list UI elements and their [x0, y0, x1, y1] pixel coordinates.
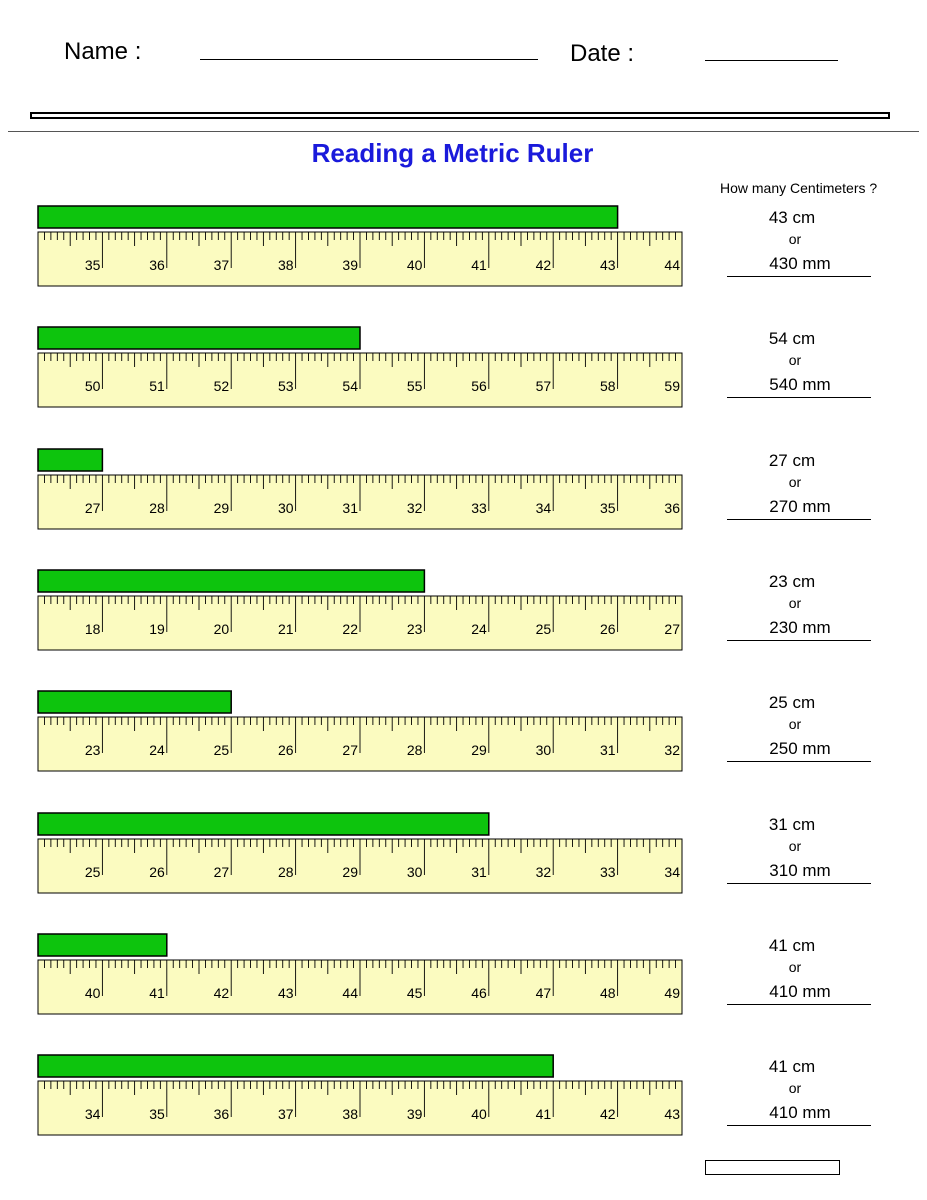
measured-bar — [38, 691, 231, 713]
ruler-row — [0, 448, 927, 558]
date-field-line[interactable] — [705, 60, 838, 61]
answer-or: or — [788, 595, 802, 611]
ruler-tick-label: 58 — [600, 378, 616, 394]
header-divider-bar — [30, 112, 890, 119]
ruler-tick-label: 42 — [600, 1106, 616, 1122]
measured-bar — [38, 813, 489, 835]
answer-line[interactable] — [727, 761, 871, 762]
answer-line[interactable] — [727, 883, 871, 884]
measured-bar — [38, 206, 618, 228]
ruler-tick-label: 25 — [84, 864, 101, 880]
ruler-tick-label: 25 — [213, 742, 230, 758]
ruler-tick-label: 42 — [213, 985, 230, 1001]
ruler-tick-label: 29 — [471, 742, 487, 758]
ruler-tick-label: 32 — [406, 500, 423, 516]
ruler-tick-label: 49 — [664, 985, 680, 1001]
answer-cm: 25 cm — [768, 693, 816, 712]
ruler-tick-label: 19 — [149, 621, 165, 637]
answer-cm: 41 cm — [768, 936, 816, 955]
ruler-row — [0, 933, 927, 1043]
ruler-tick-label: 39 — [406, 1106, 423, 1122]
ruler-row — [0, 326, 927, 436]
ruler-tick-label: 57 — [535, 378, 552, 394]
ruler-graphic — [0, 933, 700, 1023]
answer-cm: 27 cm — [768, 451, 816, 470]
ruler-tick-label: 37 — [278, 1106, 294, 1122]
ruler-graphic — [0, 448, 700, 538]
ruler-tick-label: 38 — [278, 257, 294, 273]
score-box[interactable] — [705, 1160, 840, 1175]
answer-line[interactable] — [727, 1125, 871, 1126]
question-header: How many Centimeters ? — [720, 180, 878, 196]
ruler-tick-label: 30 — [278, 500, 294, 516]
answer-or: or — [788, 1080, 802, 1096]
ruler-tick-label: 33 — [600, 864, 616, 880]
ruler-tick-label: 28 — [406, 742, 423, 758]
answer-mm: 410 mm — [769, 1103, 831, 1122]
ruler-tick-label: 47 — [535, 985, 552, 1001]
ruler-tick-label: 35 — [149, 1106, 165, 1122]
measured-bar — [38, 934, 167, 956]
ruler-tick-label: 33 — [471, 500, 487, 516]
ruler-tick-label: 37 — [213, 257, 230, 273]
ruler-row — [0, 205, 927, 315]
answer-mm: 250 mm — [769, 739, 831, 758]
ruler-tick-label: 18 — [84, 621, 101, 637]
ruler-tick-label: 30 — [406, 864, 423, 880]
ruler-tick-label: 32 — [535, 864, 552, 880]
ruler-tick-label: 29 — [342, 864, 358, 880]
ruler-graphic — [0, 205, 700, 295]
worksheet-title: Reading a Metric Ruler — [311, 138, 594, 168]
ruler-row — [0, 690, 927, 800]
ruler-tick-label: 41 — [535, 1106, 552, 1122]
ruler-tick-label: 26 — [278, 742, 294, 758]
ruler-tick-label: 30 — [535, 742, 552, 758]
ruler-tick-label: 42 — [535, 257, 552, 273]
name-label: Name : — [64, 38, 142, 65]
ruler-row — [0, 812, 927, 922]
ruler-tick-label: 41 — [149, 985, 165, 1001]
ruler-tick-label: 27 — [213, 864, 230, 880]
answer-mm: 410 mm — [769, 982, 831, 1001]
ruler-tick-label: 34 — [535, 500, 552, 516]
answer-line[interactable] — [727, 397, 871, 398]
ruler-tick-label: 36 — [149, 257, 165, 273]
ruler-tick-label: 27 — [84, 500, 101, 516]
answer-mm: 270 mm — [769, 497, 831, 516]
answer-cm: 23 cm — [768, 572, 816, 591]
answer-mm: 540 mm — [769, 375, 831, 394]
answer-line[interactable] — [727, 1004, 871, 1005]
ruler-tick-label: 32 — [664, 742, 680, 758]
ruler-tick-label: 28 — [149, 500, 165, 516]
ruler-tick-label: 54 — [342, 378, 358, 394]
ruler-tick-label: 40 — [406, 257, 423, 273]
ruler-tick-label: 22 — [342, 621, 358, 637]
ruler-tick-label: 43 — [600, 257, 616, 273]
answer-or: or — [788, 716, 802, 732]
header-rule — [8, 131, 919, 132]
ruler-tick-label: 27 — [342, 742, 358, 758]
ruler-tick-label: 23 — [406, 621, 423, 637]
ruler-tick-label: 59 — [664, 378, 680, 394]
ruler-tick-label: 31 — [600, 742, 616, 758]
ruler-tick-label: 24 — [149, 742, 165, 758]
ruler-graphic — [0, 690, 700, 780]
ruler-tick-label: 56 — [471, 378, 487, 394]
ruler-tick-label: 48 — [600, 985, 616, 1001]
ruler-tick-label: 34 — [664, 864, 680, 880]
measured-bar — [38, 570, 424, 592]
answer-line[interactable] — [727, 276, 871, 277]
ruler-graphic — [0, 1054, 700, 1144]
ruler-tick-label: 44 — [664, 257, 680, 273]
ruler-tick-label: 38 — [342, 1106, 358, 1122]
measured-bar — [38, 449, 102, 471]
answer-or: or — [788, 352, 802, 368]
ruler-tick-label: 46 — [471, 985, 487, 1001]
ruler-tick-label: 40 — [84, 985, 101, 1001]
ruler-tick-label: 26 — [600, 621, 616, 637]
ruler-tick-label: 41 — [471, 257, 487, 273]
ruler-tick-label: 35 — [600, 500, 616, 516]
ruler-tick-label: 52 — [213, 378, 230, 394]
ruler-tick-label: 35 — [84, 257, 101, 273]
name-field-line[interactable] — [200, 59, 538, 60]
ruler-tick-label: 21 — [278, 621, 294, 637]
answer-or: or — [788, 231, 802, 247]
ruler-tick-label: 23 — [84, 742, 101, 758]
ruler-row — [0, 569, 927, 679]
ruler-tick-label: 36 — [213, 1106, 230, 1122]
ruler-tick-label: 39 — [342, 257, 358, 273]
ruler-row — [0, 1054, 927, 1164]
ruler-tick-label: 29 — [213, 500, 230, 516]
answer-cm: 41 cm — [768, 1057, 816, 1076]
ruler-tick-label: 24 — [471, 621, 487, 637]
answer-line[interactable] — [727, 640, 871, 641]
measured-bar — [38, 1055, 553, 1077]
answer-or: or — [788, 474, 802, 490]
answer-mm: 310 mm — [769, 861, 831, 880]
ruler-tick-label: 31 — [342, 500, 358, 516]
ruler-graphic — [0, 326, 700, 416]
answer-cm: 54 cm — [768, 329, 816, 348]
date-label: Date : — [570, 40, 635, 67]
ruler-tick-label: 20 — [213, 621, 230, 637]
measured-bar — [38, 327, 360, 349]
ruler-tick-label: 26 — [149, 864, 165, 880]
answer-or: or — [788, 838, 802, 854]
ruler-tick-label: 55 — [406, 378, 423, 394]
ruler-tick-label: 50 — [84, 378, 101, 394]
ruler-tick-label: 44 — [342, 985, 358, 1001]
ruler-tick-label: 51 — [149, 378, 165, 394]
ruler-tick-label: 34 — [84, 1106, 101, 1122]
ruler-tick-label: 31 — [471, 864, 487, 880]
ruler-tick-label: 40 — [471, 1106, 487, 1122]
ruler-tick-label: 25 — [535, 621, 552, 637]
answer-line[interactable] — [727, 519, 871, 520]
answer-or: or — [788, 959, 802, 975]
ruler-tick-label: 43 — [278, 985, 294, 1001]
answer-mm: 430 mm — [769, 254, 831, 273]
ruler-tick-label: 36 — [664, 500, 680, 516]
answer-mm: 230 mm — [769, 618, 831, 637]
ruler-graphic — [0, 569, 700, 659]
ruler-tick-label: 43 — [664, 1106, 680, 1122]
ruler-graphic — [0, 812, 700, 902]
answer-cm: 43 cm — [768, 208, 816, 227]
ruler-tick-label: 53 — [278, 378, 294, 394]
ruler-tick-label: 28 — [278, 864, 294, 880]
answer-cm: 31 cm — [768, 815, 816, 834]
ruler-tick-label: 27 — [664, 621, 680, 637]
ruler-tick-label: 45 — [406, 985, 423, 1001]
